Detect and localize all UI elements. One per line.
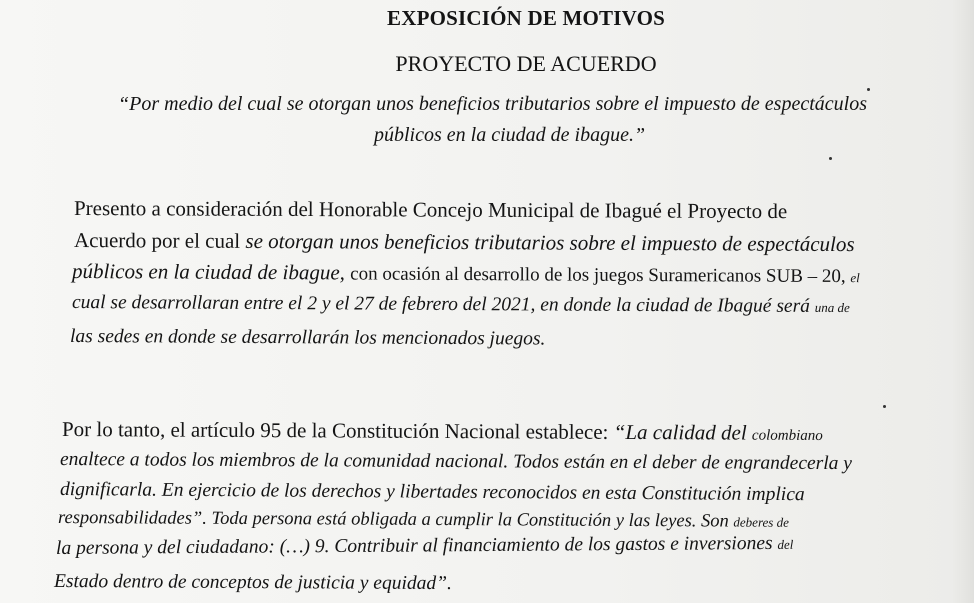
paragraph-2-line-1 (62, 417, 823, 446)
document-title: EXPOSICIÓN DE MOTIVOS (387, 6, 665, 30)
text-run-small: deberes de (733, 514, 789, 530)
text-run: cual se desarrollaran entre el 2 y el 27 de febrero del 2021, en donde la ciudad de Ibagué será (71, 292, 815, 317)
text-run-small: una de (814, 299, 850, 316)
scan-speck (867, 88, 870, 91)
paragraph-1-line-4 (72, 292, 850, 318)
text-run: Toda persona está obligada a cumplir la Constitución y las leyes. Son (211, 508, 734, 532)
paragraph-2-line-4 (58, 508, 789, 533)
paragraph-1-line-5 (70, 326, 545, 350)
text-run: Presento a consideración del Honorable Concejo Municipal de Ibagué el Proyecto de (73, 196, 788, 224)
text-run-italic: “La calidad del (613, 419, 753, 445)
text-run: las sedes en donde se desarrollarán los mencionados juegos. (69, 326, 546, 350)
text-run: enaltece a todos los miembros de la comunidad nacional. Todos están en el deber de engrandecerla y (59, 449, 853, 475)
paragraph-1-line-2 (74, 228, 855, 257)
text-run-small: del (777, 536, 794, 552)
paragraph-2-line-3 (60, 479, 805, 506)
scan-speck (883, 405, 886, 408)
text-run: Estado dentro de conceptos de justicia y equidad”. (53, 571, 452, 595)
paragraph-2-line-6 (54, 571, 452, 595)
page-edge-shadow (952, 0, 974, 603)
text-run: responsabilidades”. (57, 508, 212, 529)
text-run: Por lo tanto, el artículo 95 de la Constitución Nacional establece: (61, 417, 614, 444)
paragraph-1-line-3 (72, 259, 860, 288)
text-run-italic: públicos en la ciudad de ibague, (71, 259, 351, 285)
document-subtitle: PROYECTO DE ACUERDO (395, 51, 657, 76)
paragraph-2-line-5 (56, 533, 793, 560)
text-run-italic: se otorgan unos beneficios tributarios sobre el impuesto de espectáculos (245, 228, 855, 257)
text-run: Acuerdo por el cual (73, 228, 246, 253)
scan-speck (829, 157, 832, 160)
text-run-small: el (850, 270, 860, 286)
text-run: la persona y del ciudadano: (…) 9. Contribuir al financiamiento de los gastos e inversiones (55, 532, 778, 559)
paragraph-1-line-1 (74, 196, 787, 224)
text-run: con ocasión al desarrollo de los juegos Suramericanos SUB – 20, (350, 263, 851, 288)
text-run-small: colombiano (751, 427, 823, 444)
quote-line-1: “Por medio del cual se otorgan unos beneficios tributarios sobre el impuesto de espectáculos (118, 93, 867, 115)
text-run: dignificarla. En ejercicio de los derechos y libertades reconocidos en esta Constitución implica (59, 479, 805, 506)
paragraph-2-line-2 (60, 449, 852, 475)
quote-line-2: públicos en la ciudad de ibague.” (374, 124, 646, 146)
